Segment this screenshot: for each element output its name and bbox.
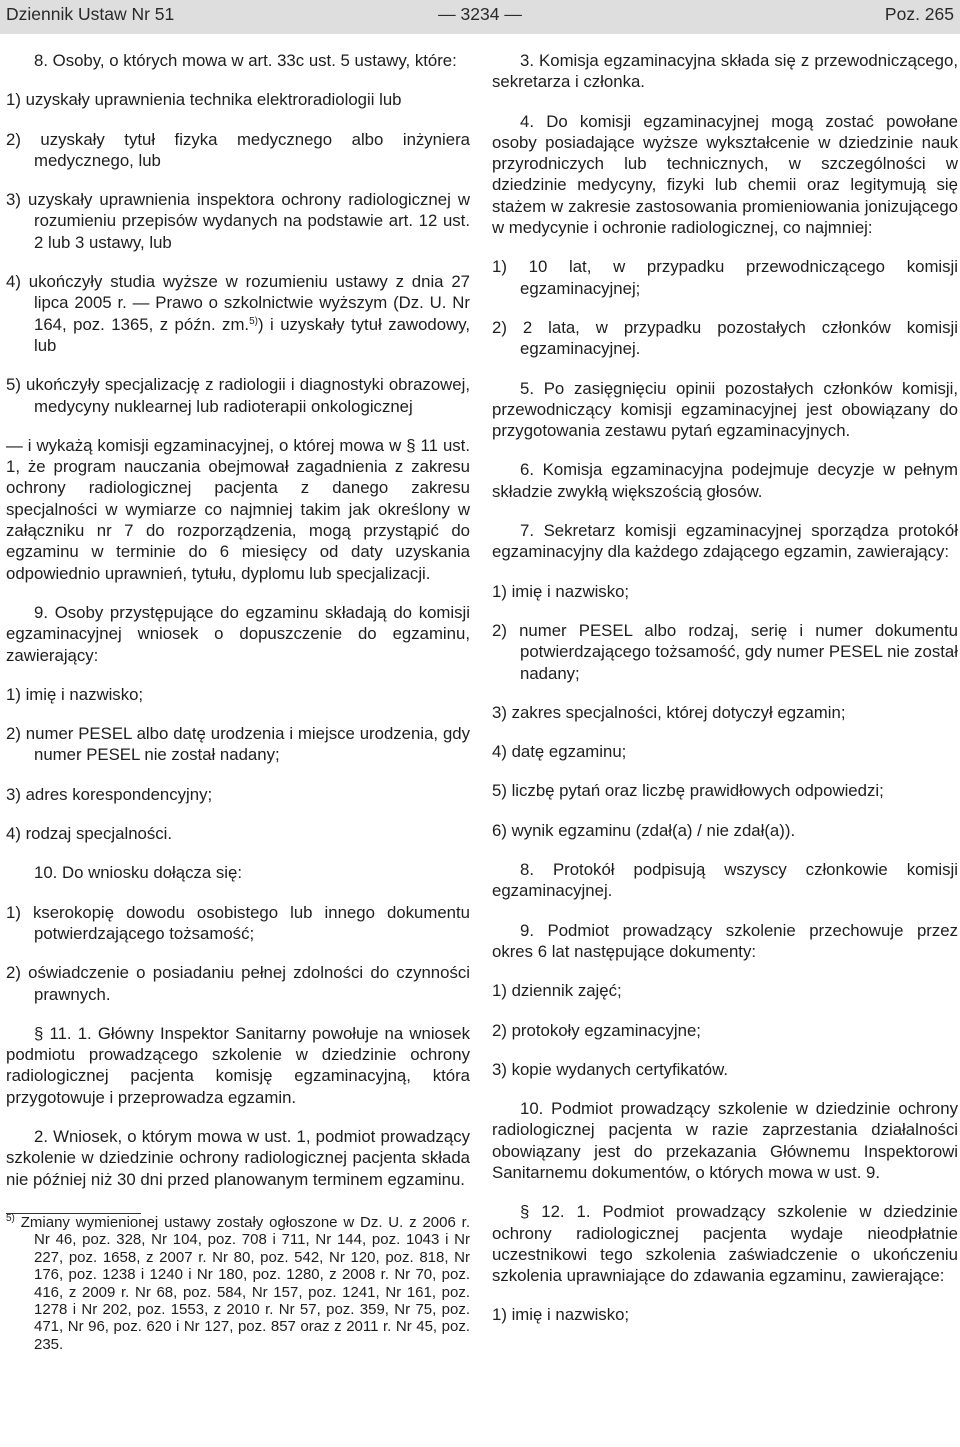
list-item: 3) adres korespondencyjny; bbox=[6, 784, 213, 804]
list-item: 2) protokoły egzaminacyjne; bbox=[492, 1020, 701, 1040]
list-item: 1) uzyskały uprawnienia technika elektroradiologii lub bbox=[6, 90, 402, 110]
section-12-intro: § 12. 1. Podmiot prowadzący szkolenie w dziedzinie ochrony radiologicznej pacjenta wydaje nieodpłatnie uczestnikowi tego szkolenia zaświadczenie o ukończeniu szkolenia uprawniające do zdawania egzaminu, zawierające: bbox=[492, 1202, 958, 1286]
footnote-text: Zmiany wymienionej ustawy zostały ogłoszone w Dz. U. z 2006 r. Nr 46, poz. 328, Nr 104, poz. 708 i 711, Nr 144, poz. 1043 i Nr 227, poz. 1658, z 2007 r. Nr 80, poz. 542, Nr 120, poz. 818, Nr 176, poz. 1238 i 1240 i Nr 180, poz. 1280, z 2008 r. Nr 70, poz. 416, z 2009 r. Nr 68, poz. 584, Nr 157, poz. 1241, Nr 161, poz. 1278 i Nr 202, poz. 1553, z 2010 r. Nr 57, poz. 359, Nr 75, poz. 471, Nr 96, poz. 620 i Nr 127, poz. 857 oraz z 2011 r. Nr 45, poz. 235. bbox=[14, 1213, 470, 1353]
list-item: 3) zakres specjalności, której dotyczył egzamin; bbox=[492, 702, 846, 722]
paragraph-9-intro: 9. Osoby przystępujące do egzaminu składają do komisji egzaminacyjnej wniosek o dopuszczenie do egzaminu, zawierający: bbox=[6, 602, 470, 665]
list-item-text: ) i uzyskały tytuł zawodowy, lub bbox=[34, 314, 470, 355]
list-item: 1) 10 lat, w przypadku przewodniczącego komisji egzaminacyjnej; bbox=[492, 257, 958, 298]
footnote bbox=[6, 1214, 470, 1353]
paragraph-7-intro: 7. Sekretarz komisji egzaminacyjnej sporządza protokół egzaminacyjny dla każdego zdającego egzamin, zawierający: bbox=[492, 521, 958, 562]
list-item: 2) uzyskały tytuł fizyka medycznego albo inżyniera medycznego, lub bbox=[6, 129, 470, 170]
paragraph-10: 10. Podmiot prowadzący szkolenie w dziedzinie ochrony radiologicznej pacjenta w razie zaprzestania działalności obowiązany jest do przekazania Głównemu Inspektorowi Sanitarnemu dokumentów, o których mowa w ust. 9. bbox=[492, 1099, 958, 1182]
list-item bbox=[6, 271, 470, 356]
paragraph-8-intro: 8. Osoby, o których mowa w art. 33c ust. 5 ustawy, które: bbox=[34, 51, 457, 70]
list-item: 6) wynik egzaminu (zdał(a) / nie zdał(a)). bbox=[492, 820, 796, 840]
list-item: 1) imię i nazwisko; bbox=[492, 1305, 630, 1325]
list-item: 1) dziennik zajęć; bbox=[492, 981, 622, 1001]
list-item: 2) numer PESEL albo datę urodzenia i miejsce urodzenia, gdy numer PESEL nie został nadany; bbox=[6, 724, 470, 765]
list-item: 3) kopie wydanych certyfikatów. bbox=[492, 1059, 728, 1079]
left-column bbox=[6, 50, 470, 1353]
list-item-text: 4) ukończyły studia wyższe w rozumieniu ustawy z dnia 27 lipca 2005 r. — Prawo o szkolnictwie wyższym (Dz. U. Nr 164, poz. 1365, z późn. zm. bbox=[6, 272, 470, 334]
list-item: 2) oświadczenie o posiadaniu pełnej zdolności do czynności prawnych. bbox=[6, 963, 470, 1004]
journal-title: Dziennik Ustaw Nr 51 bbox=[6, 4, 175, 24]
list-item: 5) ukończyły specjalizację z radiologii i diagnostyki obrazowej, medycyny nuklearnej lub radioterapii onkologicznej bbox=[6, 375, 470, 416]
paragraph-9-intro: 9. Podmiot prowadzący szkolenie przechowuje przez okres 6 lat następujące dokumenty: bbox=[492, 920, 958, 961]
paragraph-8: 8. Protokół podpisują wszyscy członkowie komisji egzaminacyjnej. bbox=[492, 860, 958, 901]
list-item: 4) rodzaj specjalności. bbox=[6, 824, 173, 844]
list-item: 2) numer PESEL albo rodzaj, serię i numer dokumentu potwierdzającego tożsamość, gdy numer PESEL nie został nadany; bbox=[492, 620, 958, 683]
list-item: 5) liczbę pytań oraz liczbę prawidłowych odpowiedzi; bbox=[492, 781, 884, 801]
list-item: 1) imię i nazwisko; bbox=[6, 684, 144, 704]
paragraph-4-intro: 4. Do komisji egzaminacyjnej mogą zostać powołane osoby posiadające wyższe wykształcenie w dziedzinie nauk przyrodniczych lub technicznych, w szczególności w dziedzinie medycyny, fizyki lub chemii oraz legitymują się stażem w zakresie zastosowania promieniowania jonizującego w medycynie i ochronie radiologicznej, co najmniej: bbox=[492, 111, 958, 238]
list-item: 3) uzyskały uprawnienia inspektora ochrony radiologicznej w rozumieniu przepisów wydanych na podstawie art. 12 ust. 2 lub 3 ustawy, lub bbox=[6, 190, 470, 252]
paragraph-5: 5. Po zasięgnięciu opinii pozostałych członków komisji, przewodniczący komisji egzaminacyjnej jest obowiązany do przygotowania zestawu pytań egzaminacyjnych. bbox=[492, 378, 958, 441]
position-number: Poz. 265 bbox=[884, 4, 954, 24]
paragraph-8-closing: — i wykażą komisji egzaminacyjnej, o której mowa w § 11 ust. 1, że program nauczania obejmował zagadnienia z zakresu ochrony radiologicznej pacjenta z danego zakresu specjalności w wymiarze co najmniej takim jak określony w załączniku nr 7 do rozporządzenia, mogą przystąpić do egzaminu w terminie do 6 miesięcy od daty uzyskania odpowiednio uprawnień, tytułu, dyplomu lub specjalizacji. bbox=[6, 435, 470, 583]
footnote-reference[interactable]: 5) bbox=[249, 315, 258, 327]
paragraph-3: 3. Komisja egzaminacyjna składa się z przewodniczącego, sekretarza i członka. bbox=[492, 51, 958, 92]
list-item: 1) imię i nazwisko; bbox=[492, 581, 630, 601]
page-header bbox=[0, 0, 960, 34]
list-item: 4) datę egzaminu; bbox=[492, 742, 627, 762]
list-item: 2) 2 lata, w przypadku pozostałych członków komisji egzaminacyjnej. bbox=[492, 317, 958, 359]
section-11-paragraph-2: 2. Wniosek, o którym mowa w ust. 1, podmiot prowadzący szkolenie w dziedzinie ochrony radiologicznej pacjenta składa nie później niż 30 dni przed planowanym terminem egzaminu. bbox=[6, 1126, 470, 1189]
paragraph-10-intro: 10. Do wniosku dołącza się: bbox=[34, 863, 243, 883]
section-11-paragraph-1: § 11. 1. Główny Inspektor Sanitarny powołuje na wniosek podmiotu prowadzącego szkolenie w dziedzinie ochrony radiologicznej pacjenta komisję egzaminacyjną, która przygotowuje i przeprowadza egzamin. bbox=[6, 1023, 470, 1107]
right-column bbox=[492, 50, 958, 1326]
page-number: — 3234 — bbox=[438, 4, 522, 24]
footnote-mark: 5) bbox=[6, 1212, 15, 1224]
list-item: 1) kserokopię dowodu osobistego lub innego dokumentu potwierdzającego tożsamość; bbox=[6, 902, 470, 943]
paragraph-6: 6. Komisja egzaminacyjna podejmuje decyzje w pełnym składzie zwykłą większością głosów. bbox=[492, 460, 958, 501]
